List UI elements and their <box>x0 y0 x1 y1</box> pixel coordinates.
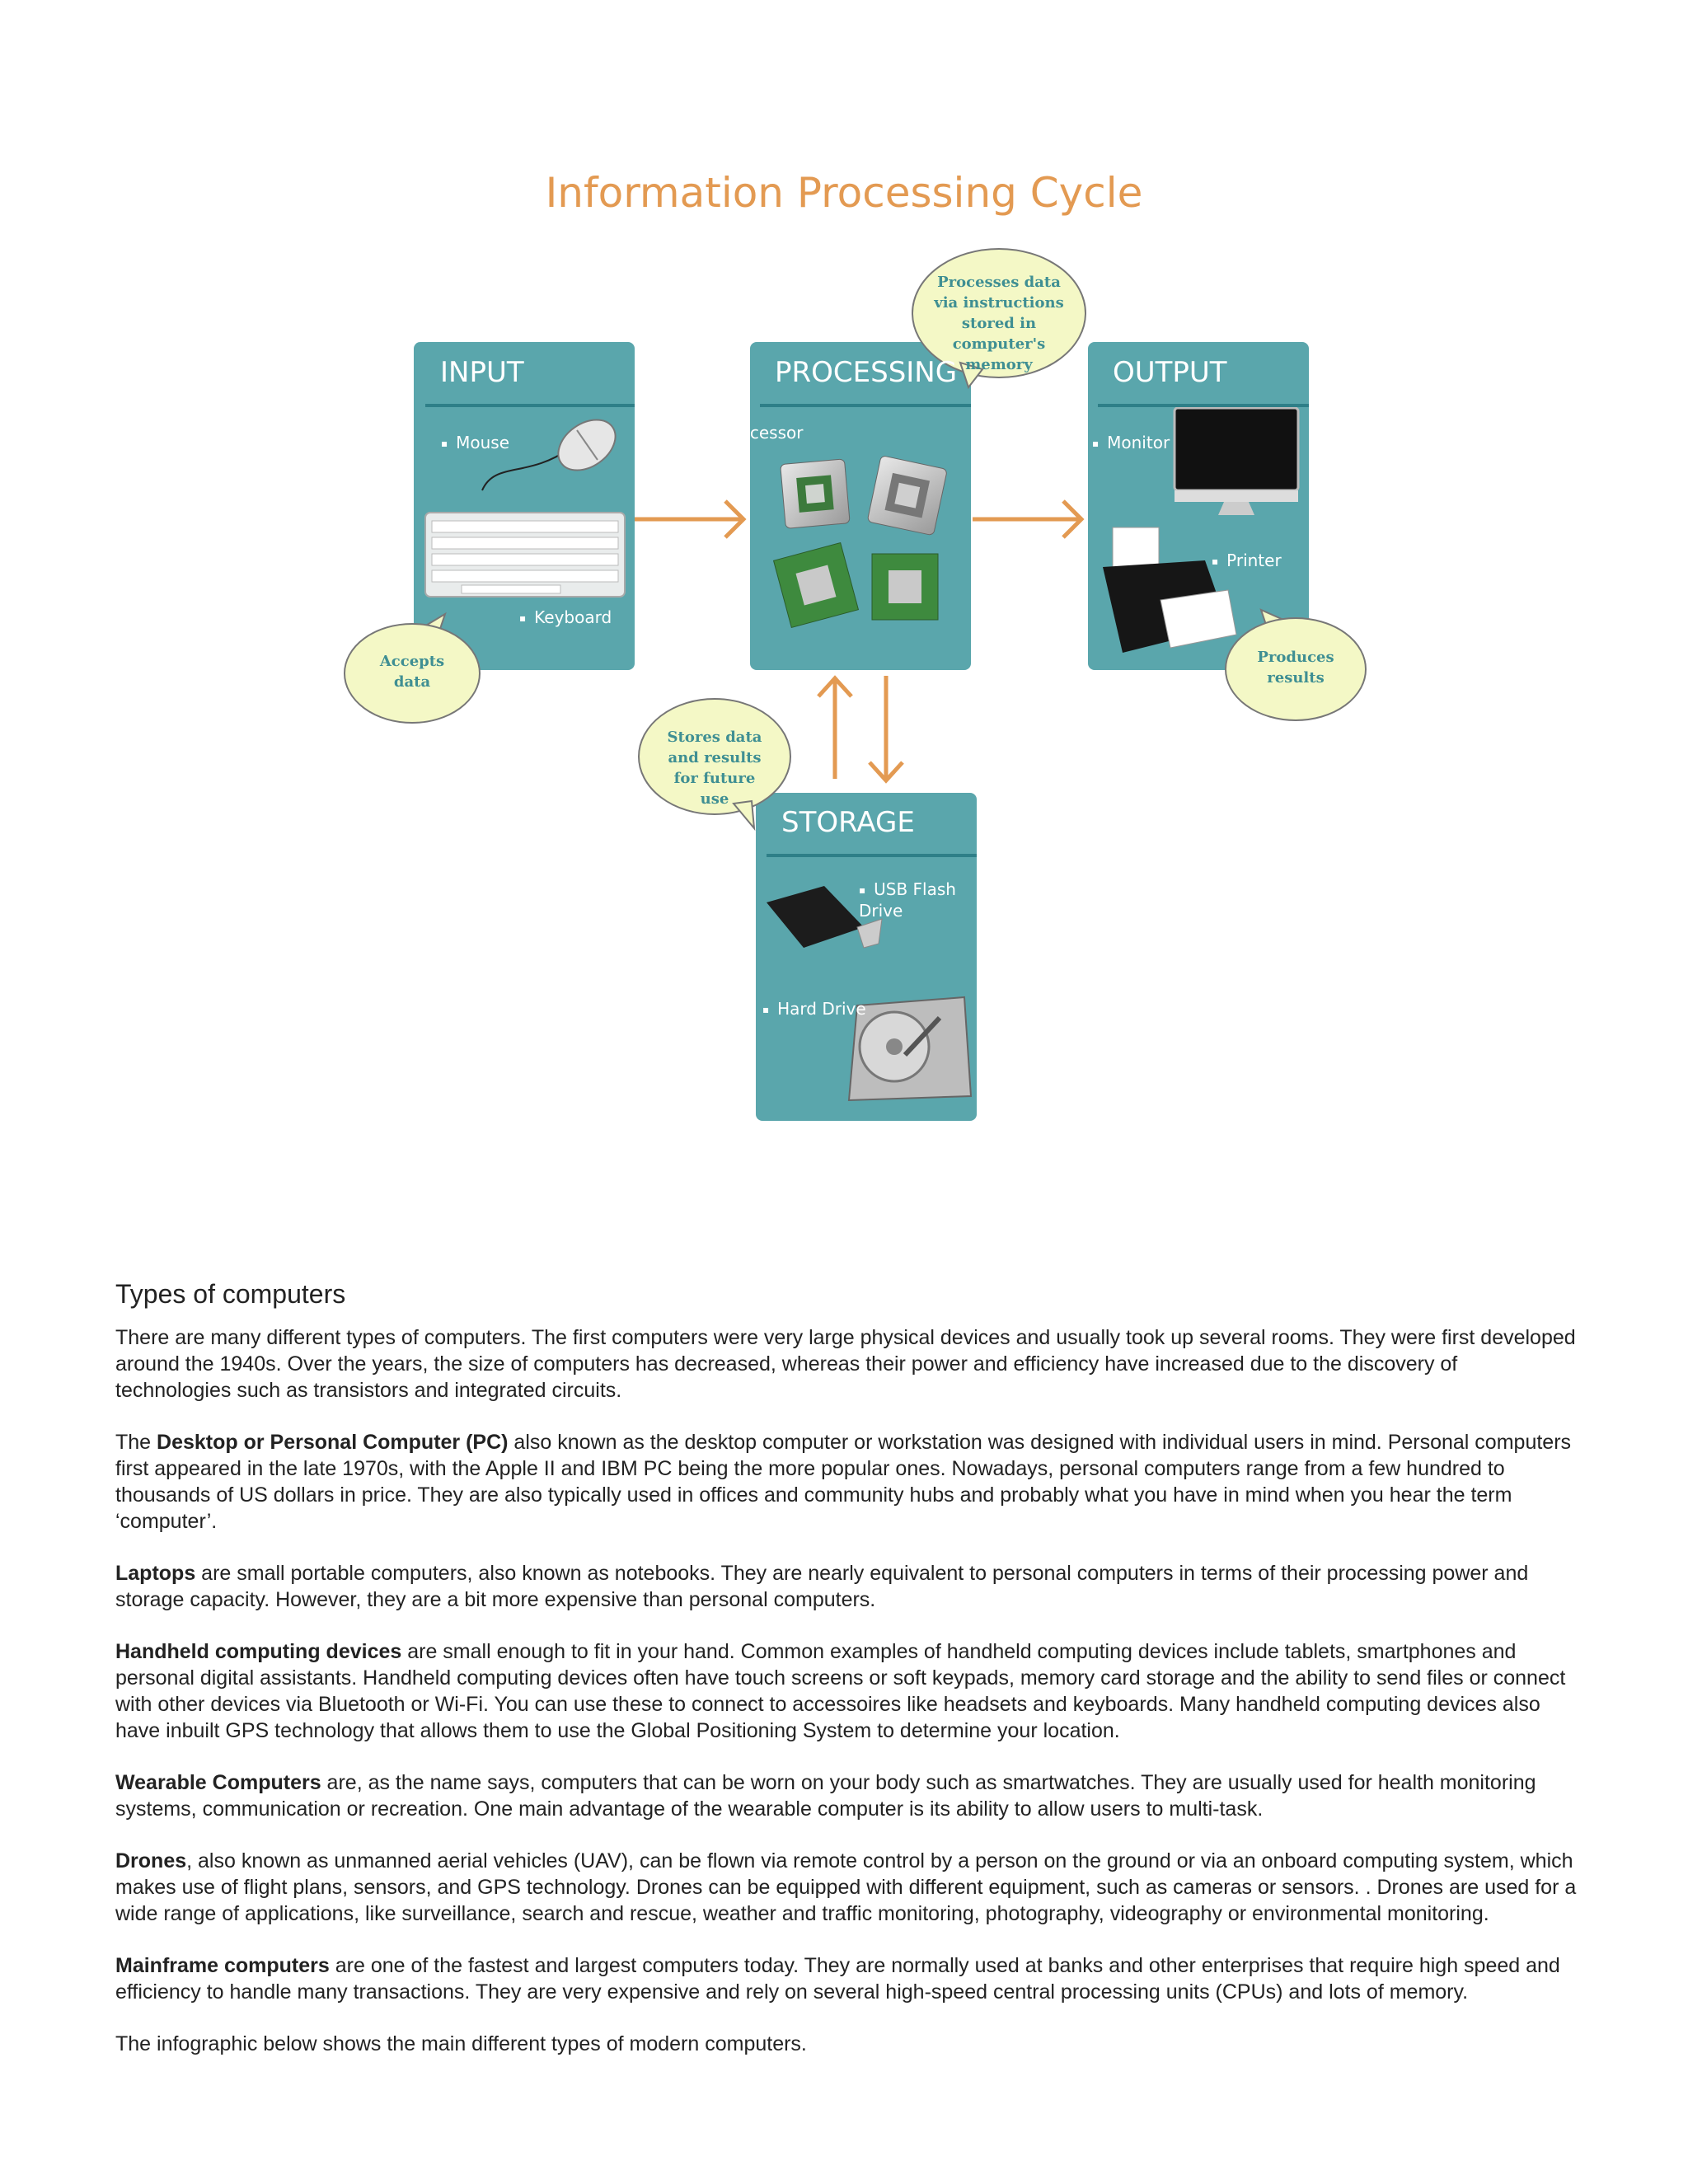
storage-bubble-text: Stores data and results for future use <box>667 729 762 808</box>
output-heading: OUTPUT <box>1098 356 1309 407</box>
input-item-mouse: ▪ Mouse <box>441 433 509 454</box>
section-drones: Drones, also known as unmanned aerial vehicles (UAV), can be flown via remote control by a person on the ground or via an onboard computing system, which makes use of flight plans, sensors, and GPS technology. Drones can be equipped with different equipment, such as cameras or sensors. . Drones are used for a wide range of applications, like surveillance, search and rescue, weather and traffic monitoring, photography, videography or environmental monitoring. <box>115 1849 1577 1925</box>
output-item-monitor: ▪ Monitor <box>1092 433 1170 454</box>
article-closing: The infographic below shows the main different types of modern computers. <box>115 2032 807 2055</box>
processing-item-processor: ▪ Processor <box>709 423 803 444</box>
storage-item-hard-drive: ▪ Hard Drive <box>762 999 866 1020</box>
monitor-icon <box>1175 408 1298 515</box>
output-bubble-text: Produces results <box>1257 649 1334 687</box>
storage-heading: STORAGE <box>767 806 977 857</box>
section-desktop: The Desktop or Personal Computer (PC) also known as the desktop computer or workstation was designed with individual users in mind. Personal computers first appeared in the late 1970s, with the Apple II and IBM PC being the more popular ones. Nowadays, personal computers range from a few hundred to thousands of US dollars in price. They are also typically used in offices and community hubs and probably what you have in mind when you hear the term ‘computer’. <box>115 1431 1572 1533</box>
section-term: Wearable Computers <box>115 1771 321 1794</box>
section-laptops: Laptops are small portable computers, also known as notebooks. They are nearly equivalent to personal computers in terms of their processing power and storage capacity. However, they are a bit more expensive than personal computers. <box>115 1562 1529 1611</box>
section-term: Handheld computing devices <box>115 1640 402 1663</box>
input-heading: INPUT <box>425 356 635 407</box>
output-item-printer: ▪ Printer <box>1212 551 1282 572</box>
section-term: Desktop or Personal Computer (PC) <box>157 1431 509 1454</box>
arrow-input-to-processing <box>635 501 743 537</box>
article-heading: Types of computers <box>115 1279 346 1309</box>
section-handheld: Handheld computing devices are small enough to fit in your hand. Common examples of handheld computing devices include tablets, smartphones and personal digital assistants. Handheld computing devices often have touch screens or soft keypads, memory card storage and the ability to send files or connect with other devices via Bluetooth or Wi-Fi. You can use these to connect to accessoires like headsets and keyboards. Many handheld computing devices also have inbuilt GPS technology that allows them to use the Global Positioning System to determine your location. <box>115 1640 1566 1742</box>
section-term: Mainframe computers <box>115 1954 330 1977</box>
section-mainframe: Mainframe computers are one of the fastest and largest computers today. They are normally used at banks and other enterprises that require high speed and efficiency to handle many transactions. They are very expensive and rely on several high-speed central processing units (CPUs) and lots of memory. <box>115 1954 1560 2004</box>
processing-bubble-text: Processes data via instructions stored in computer's memory <box>934 274 1064 373</box>
input-item-keyboard: ▪ Keyboard <box>519 607 612 629</box>
article-intro: There are many different types of computers. The first computers were very large physical devices and usually took up several rooms. They were first developed around the 1940s. Over the years, the size of computers has decreased, whereas their power and efficiency have increased due to the discovery of technologies such as transistors and integrated circuits. <box>115 1326 1576 1402</box>
keyboard-icon <box>425 513 625 597</box>
processing-heading: PROCESSING <box>760 356 971 407</box>
arrow-storage-to-processing <box>818 678 851 779</box>
section-term: Laptops <box>115 1562 196 1585</box>
hard-drive-icon <box>849 997 971 1100</box>
arrow-processing-to-output <box>973 501 1081 537</box>
arrow-processing-to-storage <box>870 676 903 780</box>
section-term: Drones <box>115 1849 187 1872</box>
storage-item-usb: ▪ USB Flash Drive <box>859 879 974 921</box>
input-bubble-text: Accepts data <box>379 653 445 691</box>
article <box>115 1279 1578 2083</box>
diagram-title: Information Processing Cycle <box>545 169 1143 217</box>
section-wearable: Wearable Computers are, as the name says, computers that can be worn on your body such as smartwatches. They are usually used for health monitoring systems, communication or recreation. One main advantage of the wearable computer is its ability to allow users to multi-task. <box>115 1771 1536 1821</box>
